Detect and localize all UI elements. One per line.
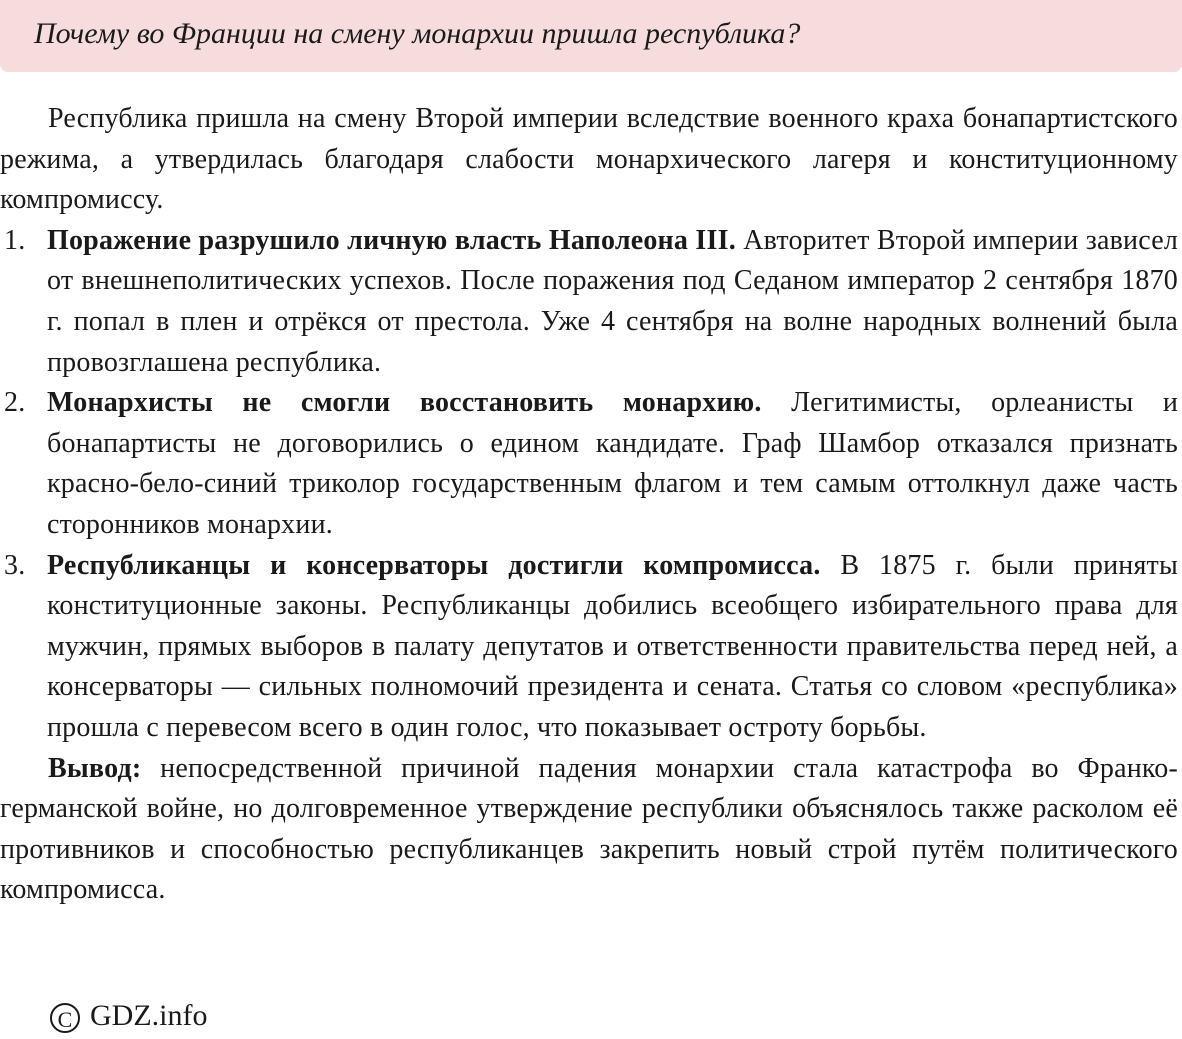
copyright-icon: C	[50, 1003, 80, 1033]
list-item	[0, 546, 1178, 749]
list-item-number: 1.	[4, 224, 26, 256]
list-item-heading: Республиканцы и консерваторы достигли компромисса.	[47, 549, 821, 581]
list-item-text: Авторитет Второй империи зависел от внешнеполитических успехов. После поражения под Седаном император 2 сентября 1870 г. попал в плен и отрёкся от престола. Уже 4 сентября на волне народных волнений была провозглашена республика.	[47, 224, 1178, 378]
answer-body	[0, 99, 1178, 911]
question-text: Почему во Франции на смену монархии пришла республика?	[34, 17, 801, 50]
list-item-number: 3.	[4, 549, 26, 581]
list-item-number: 2.	[4, 387, 26, 419]
list-item-heading: Поражение разрушило личную власть Наполеона III.	[47, 224, 736, 256]
conclusion-label: Вывод:	[48, 752, 142, 784]
conclusion-paragraph	[0, 749, 1178, 911]
list-item-heading: Монархисты не смогли восстановить монархию.	[47, 387, 762, 419]
numbered-list	[0, 221, 1178, 749]
footer-credit	[50, 996, 207, 1036]
list-item	[0, 221, 1178, 383]
footer-text: GDZ.info	[90, 999, 208, 1032]
question-banner	[0, 0, 1182, 72]
intro-paragraph: Республика пришла на смену Второй империи вследствие военного краха бонапартистского режима, а утвердилась благодаря слабости монархического лагеря и конституционному компромиссу.	[0, 103, 1178, 216]
conclusion-text: непосредственной причиной падения монархии стала катастрофа во Франко-германской войне, но долговременное утверждение республики объяснялось также расколом её противников и способностью республиканцев закрепить новый строй путём политического компромисса.	[0, 752, 1178, 906]
list-item-text: Легитимисты, орлеанисты и бонапартисты не договорились о едином кандидате. Граф Шамбор отказался признать красно-бело-синий триколор государственным флагом и тем самым оттолкнул даже часть сторонников монархии.	[47, 387, 1179, 540]
list-item-text: В 1875 г. были приняты конституционные законы. Республиканцы добились всеобщего избирательного права для мужчин, прямых выборов в палату депутатов и ответственности правительства перед ней, а консерваторы — сильных полномочий президента и сената. Статья со словом «республика» прошла с перевесом всего в один голос, что показывает остроту борьбы.	[47, 549, 1178, 743]
list-item	[0, 383, 1178, 545]
